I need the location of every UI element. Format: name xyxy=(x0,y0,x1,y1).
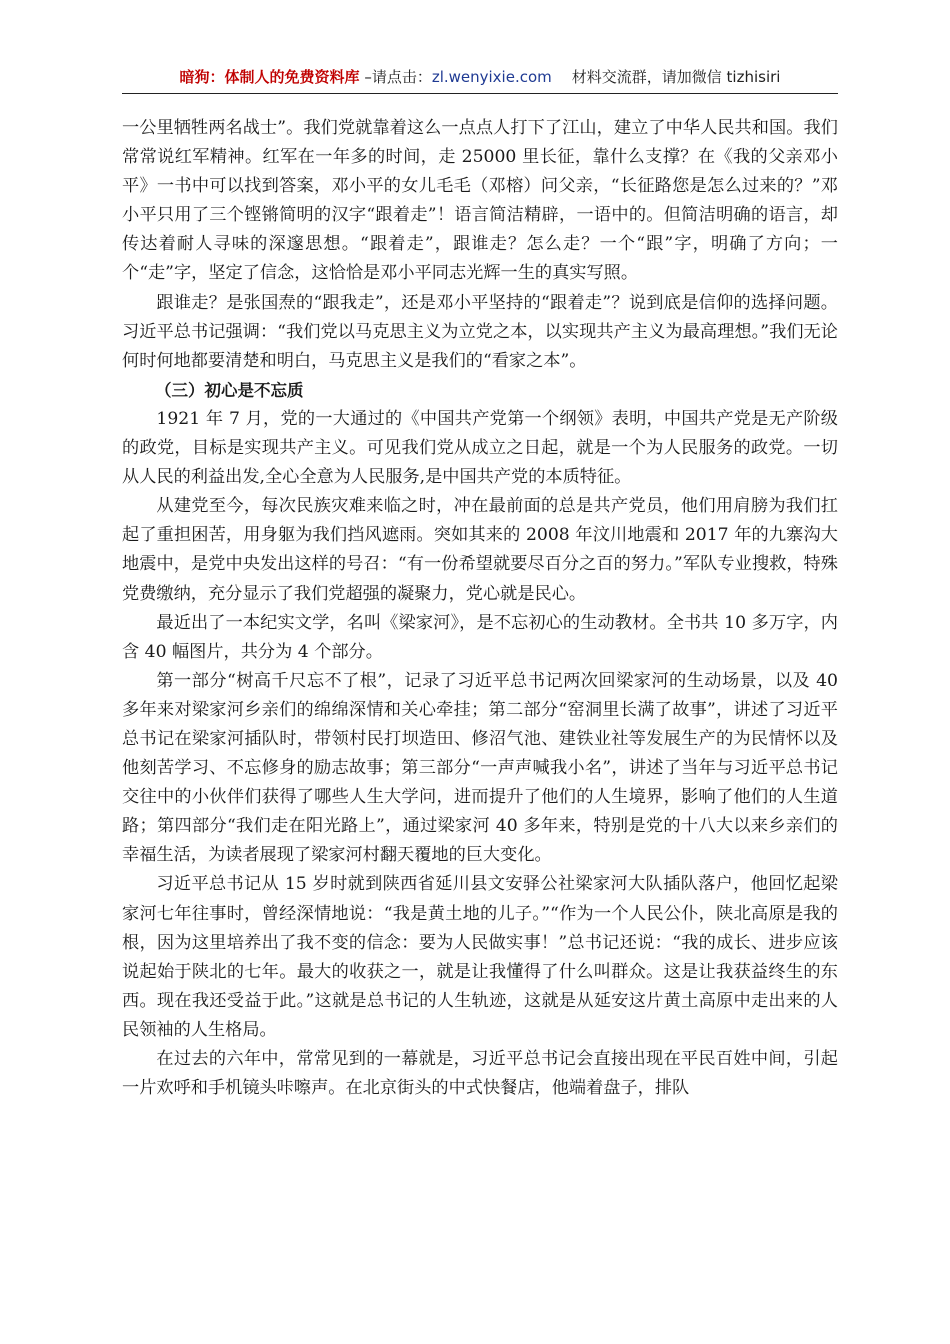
paragraph: 在过去的六年中，常常见到的一幕就是，习近平总书记会直接出现在平民百姓中间，引起一片欢呼和手机镜头咔嚓声。在北京街头的中式快餐店，他端着盘子，排队 xyxy=(122,1049,838,1099)
paragraph: 从建党至今，每次民族灾难来临之时，冲在最前面的总是共产党员，他们用肩膀为我们扛起了重担困苦，用身躯为我们挡风遮雨。突如其来的 2008 年汶川地震和 2017 年的九寨沟大地震中，是党中央发出这样的号召：“有一份希望就要尽百分之百的努力。”军队专业搜救，特殊党费缴纳，充分显示了我们党超强的凝聚力，党心就是民心。 xyxy=(122,496,838,604)
paragraph: 1921 年 7 月，党的一大通过的《中国共产党第一个纲领》表明，中国共产党是无产阶级的政党，目标是实现共产主义。可见我们党从成立之日起，就是一个为人民服务的政党。一切从人民的利益出发,全心全意为人民服务,是中国共产党的本质特征。 xyxy=(122,408,838,488)
header-divider xyxy=(122,93,838,94)
section-heading: （三）初心是不忘质 xyxy=(155,380,304,400)
header-wechat-note: 材料交流群，请加微信 tizhisiri xyxy=(571,68,781,86)
paragraph: 跟谁走？是张国焘的“跟我走”，还是邓小平坚持的“跟着走”？说到底是信仰的选择问题。习近平总书记强调：“我们党以马克思主义为立党之本，以实现共产主义为最高理想。”我们无论何时何地都要清楚和明白，马克思主义是我们的“看家之本”。 xyxy=(122,292,838,371)
header-site-name: 暗狗：体制人的免费资料库 xyxy=(179,68,360,86)
page-header xyxy=(122,66,838,88)
paragraph: 一公里牺牲两名战士”。我们党就靠着这么一点点人打下了江山，建立了中华人民共和国。我们常常说红军精神。红军在一年多的时间，走 25000 里长征，靠什么支撑？在《我的父亲邓小平》一书中可以找到答案，邓小平的女儿毛毛（邓榕）问父亲，“长征路您是怎么过来的？”邓小平只用了三个铿锵简明的汉字“跟着走”！语言简洁精辟，一语中的。但简洁明确的语言，却传达着耐人寻味的深邃思想。“跟着走”，跟谁走？怎么走？一个“跟”字，明确了方向；一个“走”字，坚定了信念，这恰恰是邓小平同志光辉一生的真实写照。 xyxy=(122,118,838,284)
header-click-prompt: –请点击： xyxy=(359,68,432,86)
header-url-link[interactable]: zl.wenyixie.com xyxy=(431,68,552,86)
paragraph: 习近平总书记从 15 岁时就到陕西省延川县文安驿公社梁家河大队插队落户，他回忆起梁家河七年往事时，曾经深情地说：“我是黄土地的儿子。”“作为一个人民公仆，陕北高原是我的根，因为这里培养出了我不变的信念：要为人民做实事！”总书记还说：“我的成长、进步应该说起始于陕北的七年。最大的收获之一，就是让我懂得了什么叫群众。这是让我获益终生的东西。现在我还受益于此。”这就是总书记的人生轨迹，这就是从延安这片黄土高原中走出来的人民领袖的人生格局。 xyxy=(122,874,838,1040)
paragraph: 最近出了一本纪实文学，名叫《梁家河》，是不忘初心的生动教材。全书共 10 多万字，内含 40 幅图片，共分为 4 个部分。 xyxy=(122,612,838,662)
document-body xyxy=(122,114,838,1103)
paragraph: 第一部分“树高千尺忘不了根”，记录了习近平总书记两次回梁家河的生动场景，以及 40 多年来对梁家河乡亲们的绵绵深情和关心牵挂；第二部分“窑洞里长满了故事”，讲述了习近平总书记在梁家河插队时，带领村民打坝造田、修沼气池、建铁业社等发展生产的为民情怀以及他刻苦学习、不忘修身的励志故事；第三部分“一声声喊我小名”，讲述了当年与习近平总书记交往中的小伙伴们获得了哪些人生大学问，进而提升了他们的人生境界，影响了他们的人生道路；第四部分“我们走在阳光路上”，通过梁家河 40 多年来，特别是党的十八大以来乡亲们的幸福生活，为读者展现了梁家河村翻天覆地的巨大变化。 xyxy=(122,670,838,866)
